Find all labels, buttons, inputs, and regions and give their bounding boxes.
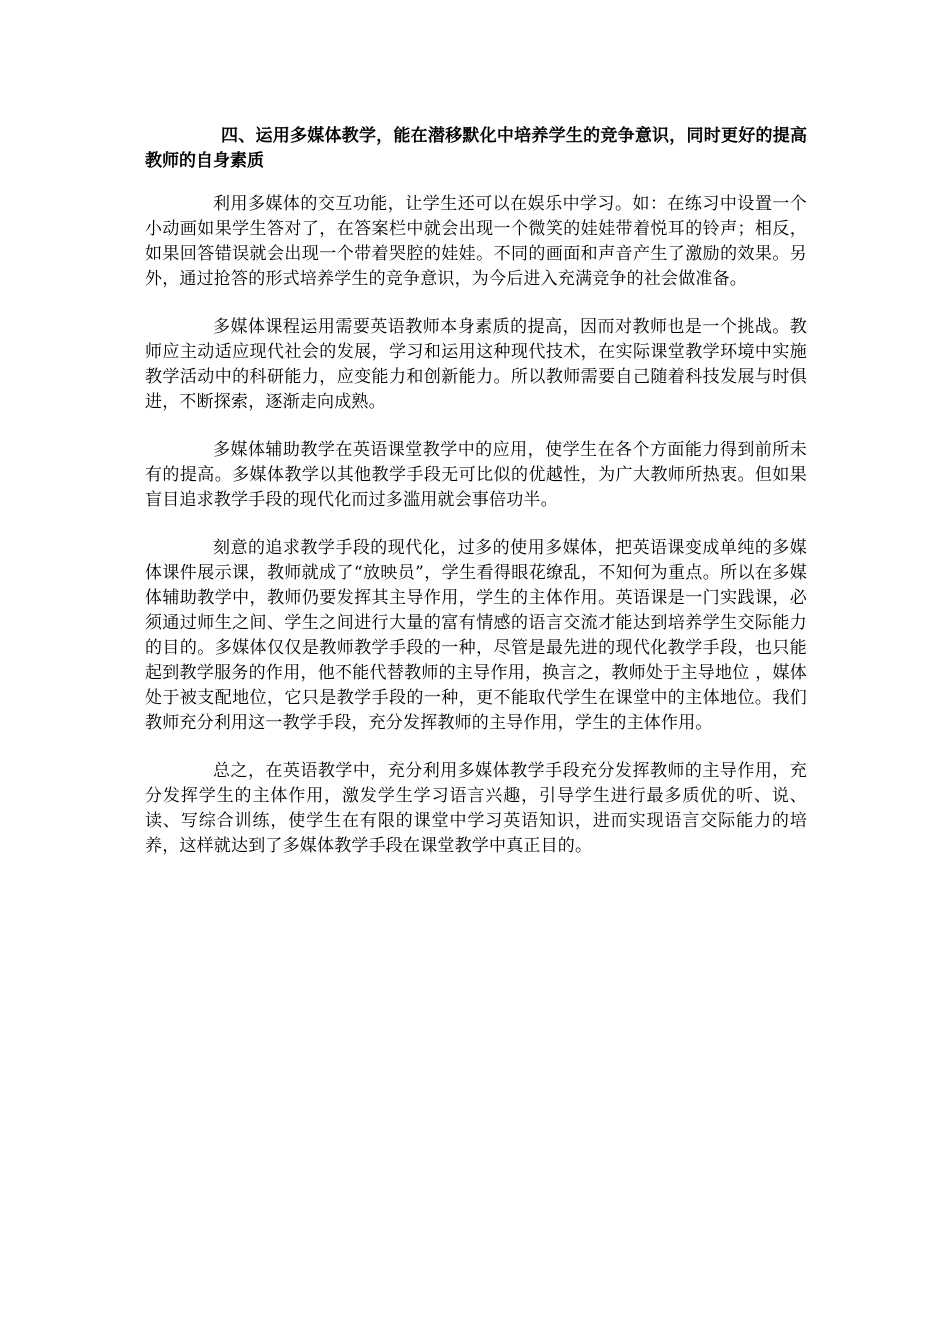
- paragraph-teacher-quality: 多媒体课程运用需要英语教师本身素质的提高，因而对教师也是一个挑战。教师应主动适应现代社会的发展，学习和运用这种现代技术，在实际课堂教学环境中实施教学活动中的科研能力，应变能力和创新能力。所以教师需要自己随着科技发展与时俱进，不断探索，逐渐走向成熟。: [145, 317, 807, 412]
- paragraph-multimedia-application: 多媒体辅助教学在英语课堂教学中的应用，使学生在各个方面能力得到前所未有的提高。多媒体教学以其他教学手段无可比似的优越性，为广大教师所热衷。但如果盲目追求教学手段的现代化而过多滥用就会事倍功半。: [145, 440, 807, 510]
- paragraph-teacher-leading-role: 刻意的追求教学手段的现代化，过多的使用多媒体，把英语课变成单纯的多媒体课件展示课，教师就成了“放映员”，学生看得眼花缭乱，不知何为重点。所以在多媒体辅助教学中，教师仍要发挥其主导作用，学生的主体作用。英语课是一门实践课，必须通过师生之间、学生之间进行大量的富有情感的语言交流才能达到培养学生交际能力的目的。多媒体仅仅是教师教学手段的一种，尽管是最先进的现代化教学手段，也只能起到教学服务的作用，他不能代替教师的主导作用，换言之，教师处于主导地位 ，媒体处于被支配地位，它只是教学手段的一种，更不能取代学生在课堂中的主体地位。我们教师充分利用这一教学手段，充分发挥教师的主导作用，学生的主体作用。: [145, 538, 807, 733]
- paragraph-conclusion: 总之，在英语教学中，充分利用多媒体教学手段充分发挥教师的主导作用，充分发挥学生的主体作用，激发学生学习语言兴趣，引导学生进行最多质优的听、说、读、写综合训练，使学生在有限的课堂中学习英语知识，进而实现语言交际能力的培养，这样就达到了多媒体教学手段在课堂教学中真正目的。: [145, 761, 807, 856]
- section-heading: 四、运用多媒体教学，能在潜移默化中培养学生的竞争意识，同时更好的提高教师的自身素质: [145, 126, 807, 171]
- paragraph-interactive-learning: 利用多媒体的交互功能，让学生还可以在娱乐中学习。如：在练习中设置一个小动画如果学生答对了，在答案栏中就会出现一个微笑的娃娃带着悦耳的铃声；相反，如果回答错误就会出现一个带着哭腔的娃娃。不同的画面和声音产生了激励的效果。另外，通过抢答的形式培养学生的竞争意识，为今后进入充满竞争的社会做准备。: [145, 194, 807, 289]
- document-page: [145, 124, 807, 882]
